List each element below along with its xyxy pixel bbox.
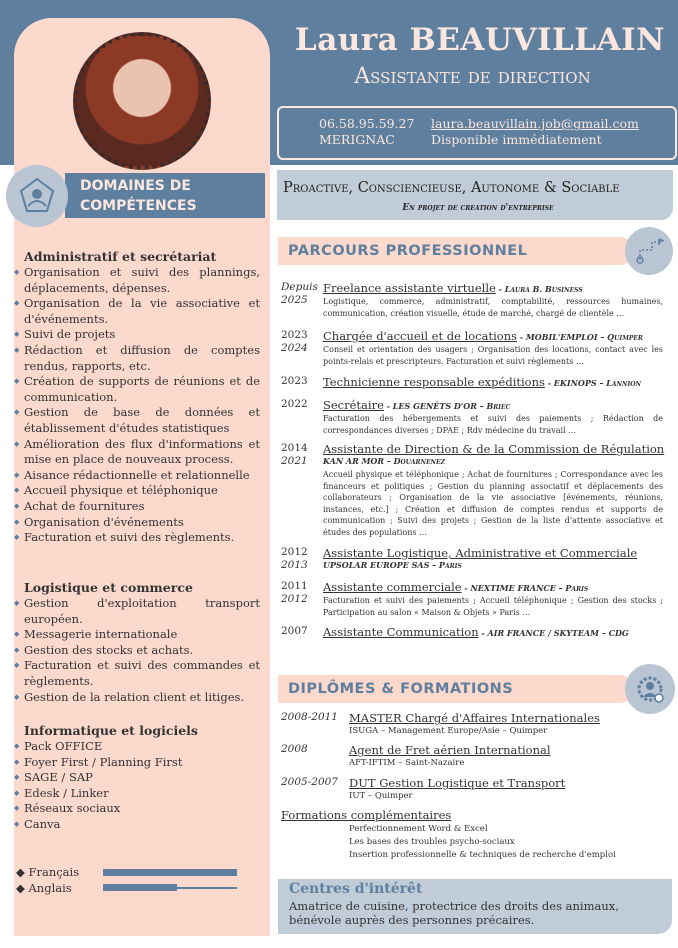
city: MERIGNAC <box>319 132 395 147</box>
language-en-name: Anglais <box>28 881 72 895</box>
logistics-title: Logistique et commerce <box>24 580 193 595</box>
skills-icon <box>6 165 68 227</box>
skill-item: ◆ Gestion des stocks et achats. <box>16 643 260 659</box>
language-fr: ◆ Français <box>16 865 80 879</box>
skill-item: ◆ Organisation et suivi des plannings, déplacements, dépenses. <box>16 265 260 296</box>
experience-dates: Depuis 2025 <box>281 281 318 306</box>
qualities-line: Proactive, Consciencieuse, Autonome & Sociable <box>283 180 620 196</box>
phone: 06.58.95.59.27 <box>319 116 415 131</box>
experience-description: Logistique, commerce, administratif, comptabilité, ressources humaines, communication, création visuelle, étude de marché, chargé de clientèle … <box>323 297 663 318</box>
map-route-icon <box>625 227 673 275</box>
admin-list <box>16 265 260 546</box>
skills-title <box>80 176 197 216</box>
profile-photo <box>73 32 211 170</box>
experience-title: Assistante commerciale - NEXTIME FRANCE – Paris <box>323 580 589 594</box>
language-en: ◆ Anglais <box>16 881 72 895</box>
experience-title: Secrétaire - LES GENÊTS D'OR – Briec <box>323 398 511 412</box>
experience-title: Technicienne responsable expéditions - EKINOPS – Lannion <box>323 375 642 389</box>
language-fr-name: Français <box>28 865 80 879</box>
job-title: Assistante de direction <box>354 64 591 89</box>
diploma-title: MASTER Chargé d'Affaires Internationales <box>349 711 600 725</box>
experience-title: Freelance assistante virtuelle - Laura B. Business <box>323 281 583 295</box>
language-en-bar-fill <box>103 884 177 891</box>
interests-title: Centres d'intérêt <box>289 881 423 897</box>
skill-item: ◆ Canva <box>16 817 260 833</box>
skill-item: ◆ Facturation et suivi des règlements. <box>16 530 260 546</box>
skill-item: ◆ Accueil physique et téléphonique <box>16 483 260 499</box>
diplomas-title: DIPLÔMES & FORMATIONS <box>288 681 514 697</box>
diploma-date: 2005-2007 <box>281 776 338 788</box>
diploma-title: Agent de Fret aérien International <box>349 743 551 757</box>
experience-dates: 2012 2013 <box>281 546 308 571</box>
language-fr-bar <box>103 869 237 876</box>
experience-dates: 2011 2012 <box>281 580 308 605</box>
skill-item: ◆ Gestion d'exploitation transport européen. <box>16 596 260 627</box>
skill-item: ◆ SAGE / SAP <box>16 770 260 786</box>
experience-dates: 2007 <box>281 625 308 637</box>
diploma-title: DUT Gestion Logistique et Transport <box>349 776 566 790</box>
skill-item: ◆ Amélioration des flux d'informations et mise en place de nouveaux process. <box>16 437 260 468</box>
skill-item: ◆ Gestion de base de données et établissement d'études statistiques <box>16 405 260 436</box>
skill-item: ◆ Organisation de la vie associative et d'événements. <box>16 296 260 327</box>
complementary-item: Insertion professionnelle & techniques de recherche d'emploi <box>349 850 616 860</box>
skill-item: ◆ Réseaux sociaux <box>16 801 260 817</box>
skills-title-line2: COMPÉTENCES <box>80 198 197 214</box>
experience-title: Assistante Logistique, Administrative et Commerciale UPSOLAR EUROPE SAS – Paris <box>323 546 638 570</box>
language-fr-bar-fill <box>103 869 237 876</box>
skill-item: ◆ Achat de fournitures <box>16 499 260 515</box>
skill-item: ◆ Facturation et suivi des commandes et règlements. <box>16 658 260 689</box>
contact-box <box>277 106 677 160</box>
parcours-title: PARCOURS PROFESSIONNEL <box>288 243 528 259</box>
experience-description: Accueil physique et téléphonique ; Achat de fournitures ; Correspondance avec les financeurs et politiques ; Gestion du planning associatif et déplacements des collaborateurs ; Organisation de la vie associative [événements, réunions, instances, etc.] ; Création et diffusion de comptes rendus et supports de communication ; Suivi des projets ; Gestion de la liste d'attente associative et études des populations … <box>323 470 663 537</box>
diploma-school: IUT – Quimper <box>349 791 413 801</box>
skill-item: ◆ Création de supports de réunions et de communication. <box>16 374 260 405</box>
interests-text: Amatrice de cuisine, protectrice des droits des animaux, bénévole auprès des personnes précaires. <box>289 899 619 927</box>
diploma-date: 2008 <box>281 743 308 755</box>
graduate-gear-icon <box>625 664 675 714</box>
experience-title: Assistante Communication - AIR FRANCE / SKYTEAM – CDG <box>323 625 629 639</box>
logistics-list <box>16 596 260 705</box>
complementary-item: Les bases des troubles psycho-sociaux <box>349 837 515 847</box>
diploma-school: AFT-IFTIM – Saint-Nazaire <box>349 758 465 768</box>
experience-title: Chargée d'accueil et de locations - MOBIL'EMPLOI – Quimper <box>323 329 643 343</box>
skill-item: ◆ Edesk / Linker <box>16 786 260 802</box>
it-list <box>16 739 260 833</box>
candidate-name: Laura BEAUVILLAIN <box>294 22 665 58</box>
skill-item: ◆ Pack OFFICE <box>16 739 260 755</box>
complementary-item: Perfectionnement Word & Excel <box>349 824 488 834</box>
complementary-title: Formations complémentaires <box>281 808 452 822</box>
email-link[interactable]: laura.beauvillain.job@gmail.com <box>431 116 639 131</box>
experience-description: Facturation et suivi des paiements ; Accueil téléphonique ; Gestion des stocks ; Participation au salon « Maison & Objets » Paris … <box>323 596 663 617</box>
experience-dates: 2023 2024 <box>281 329 308 354</box>
diploma-date: 2008-2011 <box>281 711 338 723</box>
qualities-subline: En projet de creation d'entreprise <box>402 203 554 213</box>
experience-dates: 2014 2021 <box>281 442 308 467</box>
availability: Disponible immédiatement <box>431 132 602 147</box>
experience-title: Assistante de Direction & de la Commission de Régulation KAN AR MOR – Douarnenez <box>323 442 665 466</box>
skill-item: ◆ Messagerie internationale <box>16 627 260 643</box>
admin-title: Administratif et secrétariat <box>24 249 217 264</box>
experience-dates: 2023 <box>281 375 308 387</box>
diploma-school: ISUGA – Management Europe/Asie – Quimper <box>349 726 548 736</box>
language-en-bar <box>103 884 237 891</box>
experience-description: Facturation des hébergements et suivi des paiements ; Rédaction de correspondances diverses ; DPAE ; Rdv médecine du travail … <box>323 414 663 435</box>
skill-item: ◆ Foyer First / Planning First <box>16 755 260 771</box>
experience-dates: 2022 <box>281 398 308 410</box>
skill-item: ◆ Aisance rédactionnelle et relationnelle <box>16 468 260 484</box>
skills-title-line1: DOMAINES DE <box>80 178 191 194</box>
it-title: Informatique et logiciels <box>24 723 198 738</box>
experience-description: Conseil et orientation des usagers ; Organisation des locations, contact avec les points-relais et prescripteurs. Facturation et suivi règlements … <box>323 345 663 366</box>
skill-item: ◆ Organisation d'événements <box>16 515 260 531</box>
skill-item: ◆ Rédaction et diffusion de comptes rendus, rapports, etc. <box>16 343 260 374</box>
skill-item: ◆ Gestion de la relation client et litiges. <box>16 690 260 706</box>
skill-item: ◆ Suivi de projets <box>16 327 260 343</box>
